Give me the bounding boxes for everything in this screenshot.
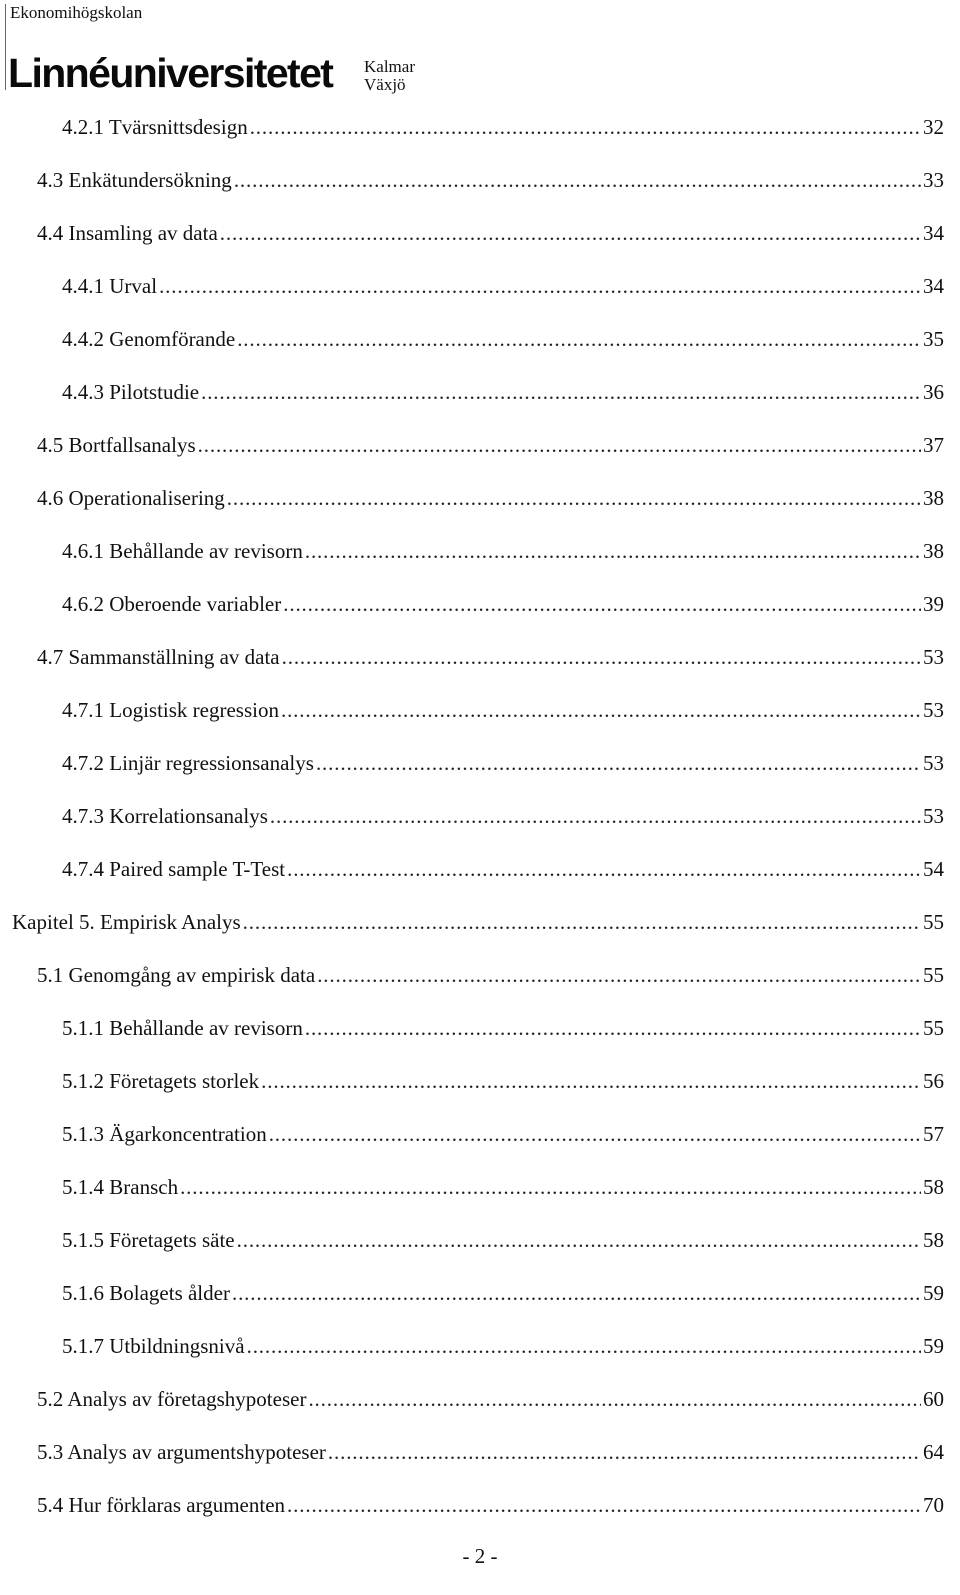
logo-wordmark: Linnéuniversitetet bbox=[8, 50, 333, 96]
toc-entry: 4.4.1 Urval . . . 34 bbox=[62, 271, 944, 301]
toc-entry: 4.4 Insamling av data . . . 34 bbox=[37, 218, 944, 248]
toc-entry: 5.1.3 Ägarkoncentration . . . 57 bbox=[62, 1119, 944, 1149]
toc-entry: 5.1.7 Utbildningsnivå . . . 59 bbox=[62, 1331, 944, 1361]
toc-entry: 5.1.1 Behållande av revisorn . . . 55 bbox=[62, 1013, 944, 1043]
page-header bbox=[0, 0, 960, 100]
toc-entry: 4.6 Operationalisering . . . 38 bbox=[37, 483, 944, 513]
toc-entry: 5.1.6 Bolagets ålder . . . 59 bbox=[62, 1278, 944, 1308]
toc-entry: 5.4 Hur förklaras argumenten . . . 70 bbox=[37, 1490, 944, 1520]
toc-entry: 5.3 Analys av argumentshypoteser . . . 64 bbox=[37, 1437, 944, 1467]
toc-entry: 4.3 Enkätundersökning . . . 33 bbox=[37, 165, 944, 195]
school-name: Ekonomihögskolan bbox=[10, 3, 143, 22]
page-number: - 2 - bbox=[462, 1544, 498, 1568]
toc-entry: 4.7.1 Logistisk regression . . . 53 bbox=[62, 695, 944, 725]
toc-entry: 5.1.4 Bransch . . . 58 bbox=[62, 1172, 944, 1202]
toc-entry: 5.2 Analys av företagshypoteser . . . 60 bbox=[37, 1384, 944, 1414]
toc-entry: 4.4.3 Pilotstudie . . . 36 bbox=[62, 377, 944, 407]
logo-city-kalmar: Kalmar bbox=[364, 57, 415, 76]
toc-entry: 4.7.3 Korrelationsanalys . . . 53 bbox=[62, 801, 944, 831]
toc-entry: 4.6.2 Oberoende variabler . . . 39 bbox=[62, 589, 944, 619]
header-divider bbox=[5, 4, 6, 90]
logo-city-vaxjo: Växjö bbox=[364, 75, 406, 94]
toc-entry: 4.4.2 Genomförande . . . 35 bbox=[62, 324, 944, 354]
toc-entry: 5.1.2 Företagets storlek . . . 56 bbox=[62, 1066, 944, 1096]
toc-entry: 4.7.2 Linjär regressionsanalys . . . 53 bbox=[62, 748, 944, 778]
toc-entry: Kapitel 5. Empirisk Analys . . . 55 bbox=[12, 907, 944, 937]
toc-entry: 5.1 Genomgång av empirisk data . . . 55 bbox=[37, 960, 944, 990]
toc-entry: 4.2.1 Tvärsnittsdesign . . . 32 bbox=[62, 112, 944, 142]
toc-entry: 4.5 Bortfallsanalys . . . 37 bbox=[37, 430, 944, 460]
toc-entry: 5.1.5 Företagets säte . . . 58 bbox=[62, 1225, 944, 1255]
toc-entry: 4.7 Sammanställning av data . . . 53 bbox=[37, 642, 944, 672]
toc-entry: 4.6.1 Behållande av revisorn . . . 38 bbox=[62, 536, 944, 566]
toc-entry: 4.7.4 Paired sample T-Test . . . 54 bbox=[62, 854, 944, 884]
